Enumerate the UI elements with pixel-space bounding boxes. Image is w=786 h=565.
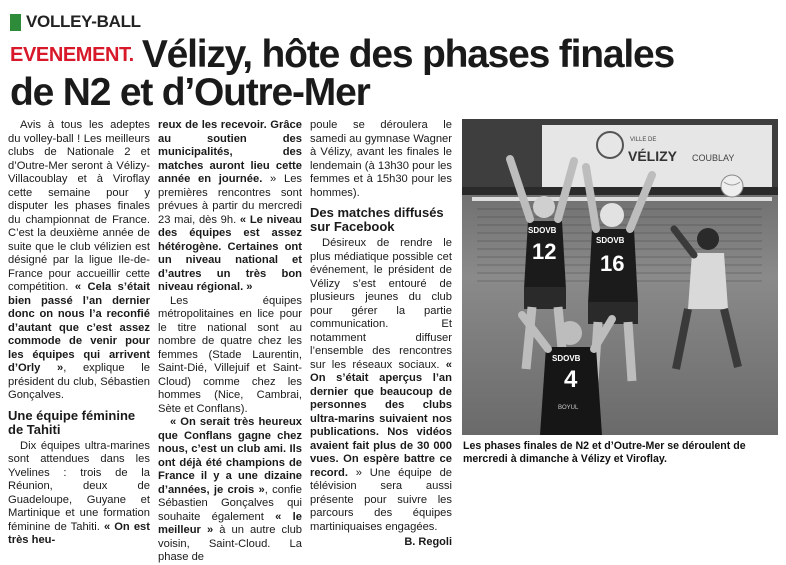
match-photo: [462, 119, 778, 435]
volleyball-ball: [721, 175, 743, 197]
headline-kicker: EVENEMENT.: [10, 44, 134, 66]
article-column-3: [310, 119, 452, 550]
subheading: Une équipe féminine de Tahiti: [8, 407, 136, 437]
banner-suffix-text: COUBLAY: [692, 153, 735, 163]
headline: [10, 33, 780, 114]
quote: « On s’était aperçus l’an dernier que beaucoup de personnes des clubs ultra-marins suivaient nos publications. Nos vidéos avaient fait plus de 30 000 vues. On espère battre ce record.: [310, 358, 453, 479]
byline: B. Regoli: [404, 536, 452, 548]
subheading: Des matches diffusés sur Facebook: [310, 205, 444, 234]
quote: « On est très heu-: [8, 520, 150, 546]
svg-text:BOYUL: BOYUL: [558, 405, 579, 411]
svg-text:4: 4: [564, 366, 578, 393]
svg-text:SDOVB: SDOVB: [596, 236, 625, 245]
section-rubric: [10, 10, 141, 34]
banner-city-text: VÉLIZY: [628, 148, 678, 164]
paragraph: Désireux de rendre le plus médiatique possible cet événement, le président de Vélizy s’est entouré de plusieurs jeunes du club pour gérer la partie communication. Et notamment diffuser l’ensemble des rencontres sur les réseaux sociaux. « On s’était aperçus l’an dernier que beaucoup de personnes des clubs ultra-marins suivaient nos publications. Nos vidéos avaient fait plus de 30 000 vues. On espère battre ce record. » Une équipe de télévision sera aussi présente pour suivre les parcours des équipes martiniquaises engagées.: [310, 237, 453, 533]
svg-text:16: 16: [600, 251, 625, 276]
paragraph: poule se déroulera le samedi au gymnase Wagner à Vélizy, avant les finales le lendemain (à 13h30 pour les femmes et à 15h30 pour les hommes).: [310, 119, 452, 199]
paragraph: « On serait très heureux que Conflans gagne chez nous, c’est un club ami. Ils ont déjà été champions de France il y a une dizaine d’années, je crois », confie Sébastien Gonçalves qui souhaite également « le meilleur » à un autre club voisin, Saint-Cloud. La phase de: [158, 416, 303, 563]
paragraph: reux de les recevoir. Grâce au soutien des municipalités, des matches auront lieu cette année en journée. » Les premières rencontres sont prévues à partir du mercredi 23 mai, dès 9h. « Le niveau des équipes est assez hétérogène. Certaines ont un niveau national et d’autres un très bon niveau régional. »: [158, 119, 303, 293]
paragraph: Avis à tous les adeptes du volley-ball ! Les meilleurs clubs de Nationale 2 et d’Outre-Mer seront à Vélizy-Villacoublay et à Viroflay cette semaine pour y disputer les phases finales du championnat de France. C’est la deuxième année de suite que le club vélizien est désigné par la ligue Ile-de-France pour accueillir cette compétition. « Cela s’était bien passé l’an dernier donc on nous l’a reconfié d’autant que c’est assez commode de venir pour les équipes qui arrivent d’Orly », explique le président du club, Sébastien Gonçalves.: [8, 119, 151, 401]
quote: « On serait très heureux que Conflans gagne chez nous, c’est un club ami. Ils ont déjà été champions de France il y a une dizaine d’années, je crois »: [158, 416, 302, 496]
photo-caption: Les phases finales de N2 et d’Outre-Mer se déroulent de mercredi à dimanche à Vélizy et Viroflay.: [463, 440, 746, 465]
paragraph: Dix équipes ultra-marines sont attendues dans les Yvelines : trois de la Réunion, deux de Guadeloupe, Guyane et Martinique et une formation féminine de Tahiti. « On est très heu-: [8, 439, 150, 546]
quote: « Le niveau des équipes est assez hétérogène. Certaines ont un niveau national et d’autres un très bon niveau régional. »: [158, 213, 303, 293]
svg-text:SDOVB: SDOVB: [552, 354, 581, 363]
article-column-2: [158, 119, 302, 565]
article-column-1: [8, 119, 150, 548]
volleyball-photo-illustration: [462, 119, 778, 435]
rubric-square-icon: [10, 14, 21, 31]
banner-small-text: VILLE DE: [630, 137, 657, 143]
quote: « le meilleur »: [158, 510, 302, 536]
svg-text:12: 12: [532, 239, 557, 264]
quote: reux de les recevoir. Grâce au soutien des municipalités, des matches auront lieu cette année en journée.: [158, 119, 302, 185]
rubric-label: VOLLEY-BALL: [26, 12, 141, 31]
quote: « Cela s’était bien passé l’an dernier donc on nous l’a reconfié d’autant que c’est assez commode de venir pour les équipes qui arrivent d’Orly »: [8, 281, 151, 374]
headline-line-2: de N2 et d’Outre-Mer: [10, 71, 370, 114]
svg-text:SDOVB: SDOVB: [528, 226, 557, 235]
headline-line-1: Vélizy, hôte des phases finales: [141, 33, 674, 76]
paragraph: Les équipes métropolitaines en lice pour le titre national sont au nombre de quatre chez les femmes (Stade Laurentin, Saint-Dié, Villejuif et Saint-Cloud) comme chez les hommes (Nice, Cambrai, Sète et Conflans).: [158, 294, 302, 415]
